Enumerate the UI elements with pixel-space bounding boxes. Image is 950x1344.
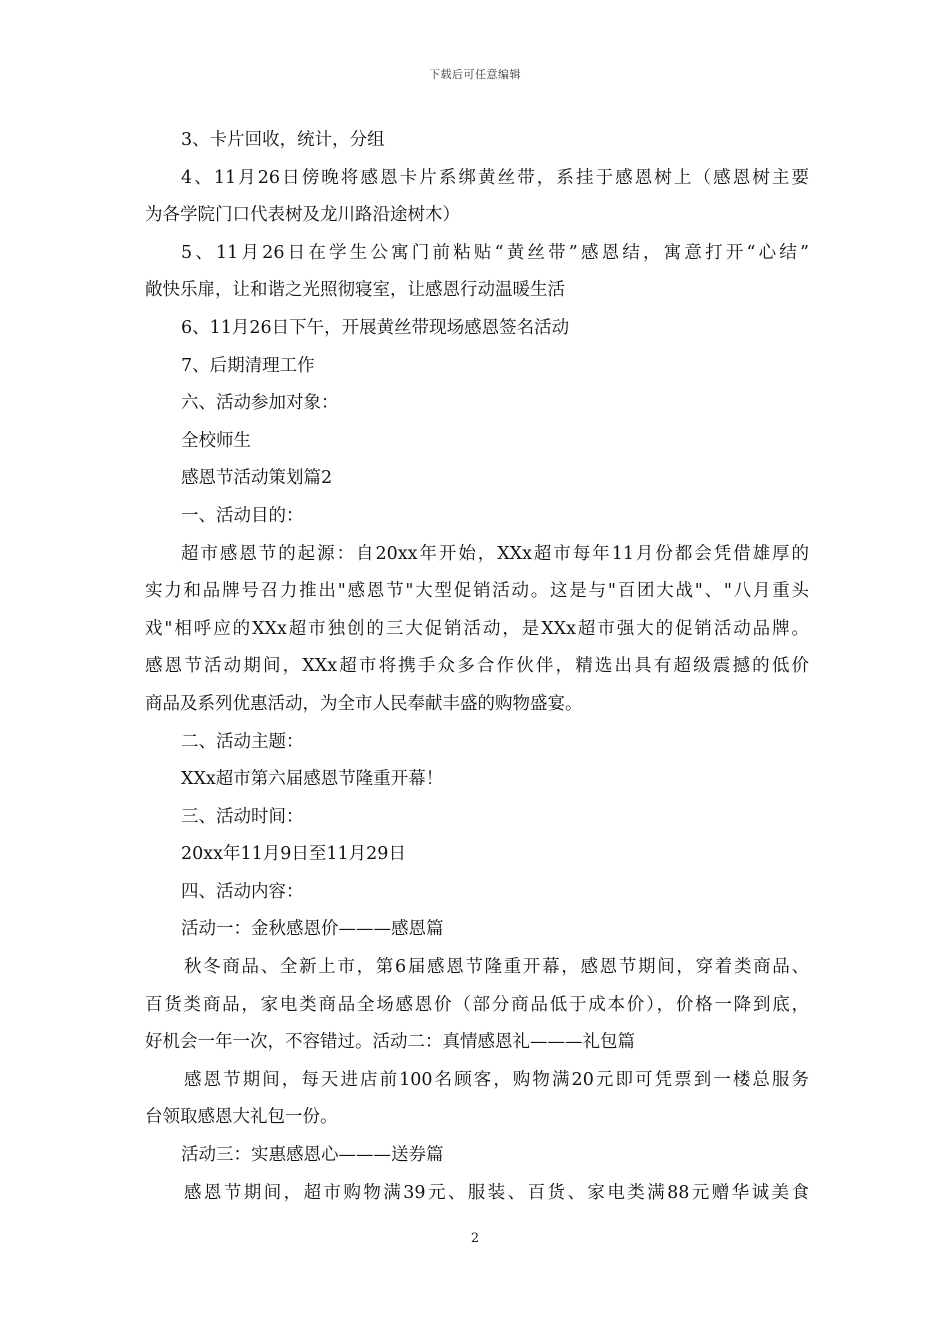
page-number: 2 [470, 1231, 480, 1246]
text-line: 商品及系列优惠活动，为全市人民奉献丰盛的购物盛宴。 [145, 693, 583, 714]
text-line: 感恩节期间，每天进店前100名顾客，购物满20元即可凭票到一楼总服务 [184, 1069, 809, 1090]
article-title: 感恩节活动策划篇2 [181, 468, 333, 489]
page-header: 下载后可任意编辑 [429, 68, 521, 81]
text-line: 7、后期清理工作 [181, 355, 315, 376]
text-line: 4、11月26日傍晚将感恩卡片系绑黄丝带，系挂于感恩树上（感恩树主要 [181, 167, 809, 188]
text-line: 敞快乐扉，让和谐之光照彻寝室，让感恩行动温暖生活 [145, 280, 565, 301]
text-line: 好机会一年一次，不容错过。活动二：真情感恩礼———礼包篇 [145, 1032, 635, 1053]
text-line: 百货类商品，家电类商品全场感恩价（部分商品低于成本价），价格一降到底， [145, 994, 809, 1015]
text-line: 活动一：金秋感恩价———感恩篇 [181, 919, 444, 940]
text-line: 3、卡片回收，统计，分组 [181, 130, 385, 150]
text-line: 戏"相呼应的XXx超市独创的三大促销活动，是XXx超市强大的促销活动品牌。 [145, 618, 809, 639]
text-line: 全校师生 [181, 430, 251, 451]
text-line: 秋冬商品、全新上市，第6届感恩节隆重开幕，感恩节期间，穿着类商品、 [184, 957, 809, 978]
text-line: 为各学院门口代表树及龙川路沿途树木） [145, 205, 460, 226]
section-heading: 三、活动时间： [181, 806, 304, 827]
text-line: 6、11月26日下午，开展黄丝带现场感恩签名活动 [181, 317, 570, 338]
document-body [145, 122, 809, 1212]
text-line: 5、11月26日在学生公寓门前粘贴“黄丝带”感恩结，寓意打开“心结” [181, 242, 809, 263]
text-line: 活动三：实惠感恩心———送券篇 [181, 1145, 444, 1166]
section-heading: 二、活动主题： [181, 731, 304, 752]
section-heading: 一、活动目的： [181, 505, 304, 526]
section-heading: 四、活动内容： [181, 881, 304, 902]
text-line: XXx超市第六届感恩节隆重开幕！ [181, 769, 444, 790]
section-heading: 六、活动参加对象： [181, 393, 339, 414]
text-line: 感恩节期间，超市购物满39元、服装、百货、家电类满88元赠华诚美食 [184, 1182, 809, 1203]
text-line: 20xx年11月9日至11月29日 [181, 844, 406, 865]
text-line: 台领取感恩大礼包一份。 [145, 1107, 338, 1128]
text-line: 超市感恩节的起源：自20xx年开始，XXx超市每年11月份都会凭借雄厚的 [181, 543, 809, 564]
text-line: 感恩节活动期间，XXx超市将携手众多合作伙伴，精选出具有超级震撼的低价 [145, 656, 809, 677]
text-line: 实力和品牌号召力推出"感恩节"大型促销活动。这是与"百团大战"、"八月重头 [145, 581, 809, 602]
